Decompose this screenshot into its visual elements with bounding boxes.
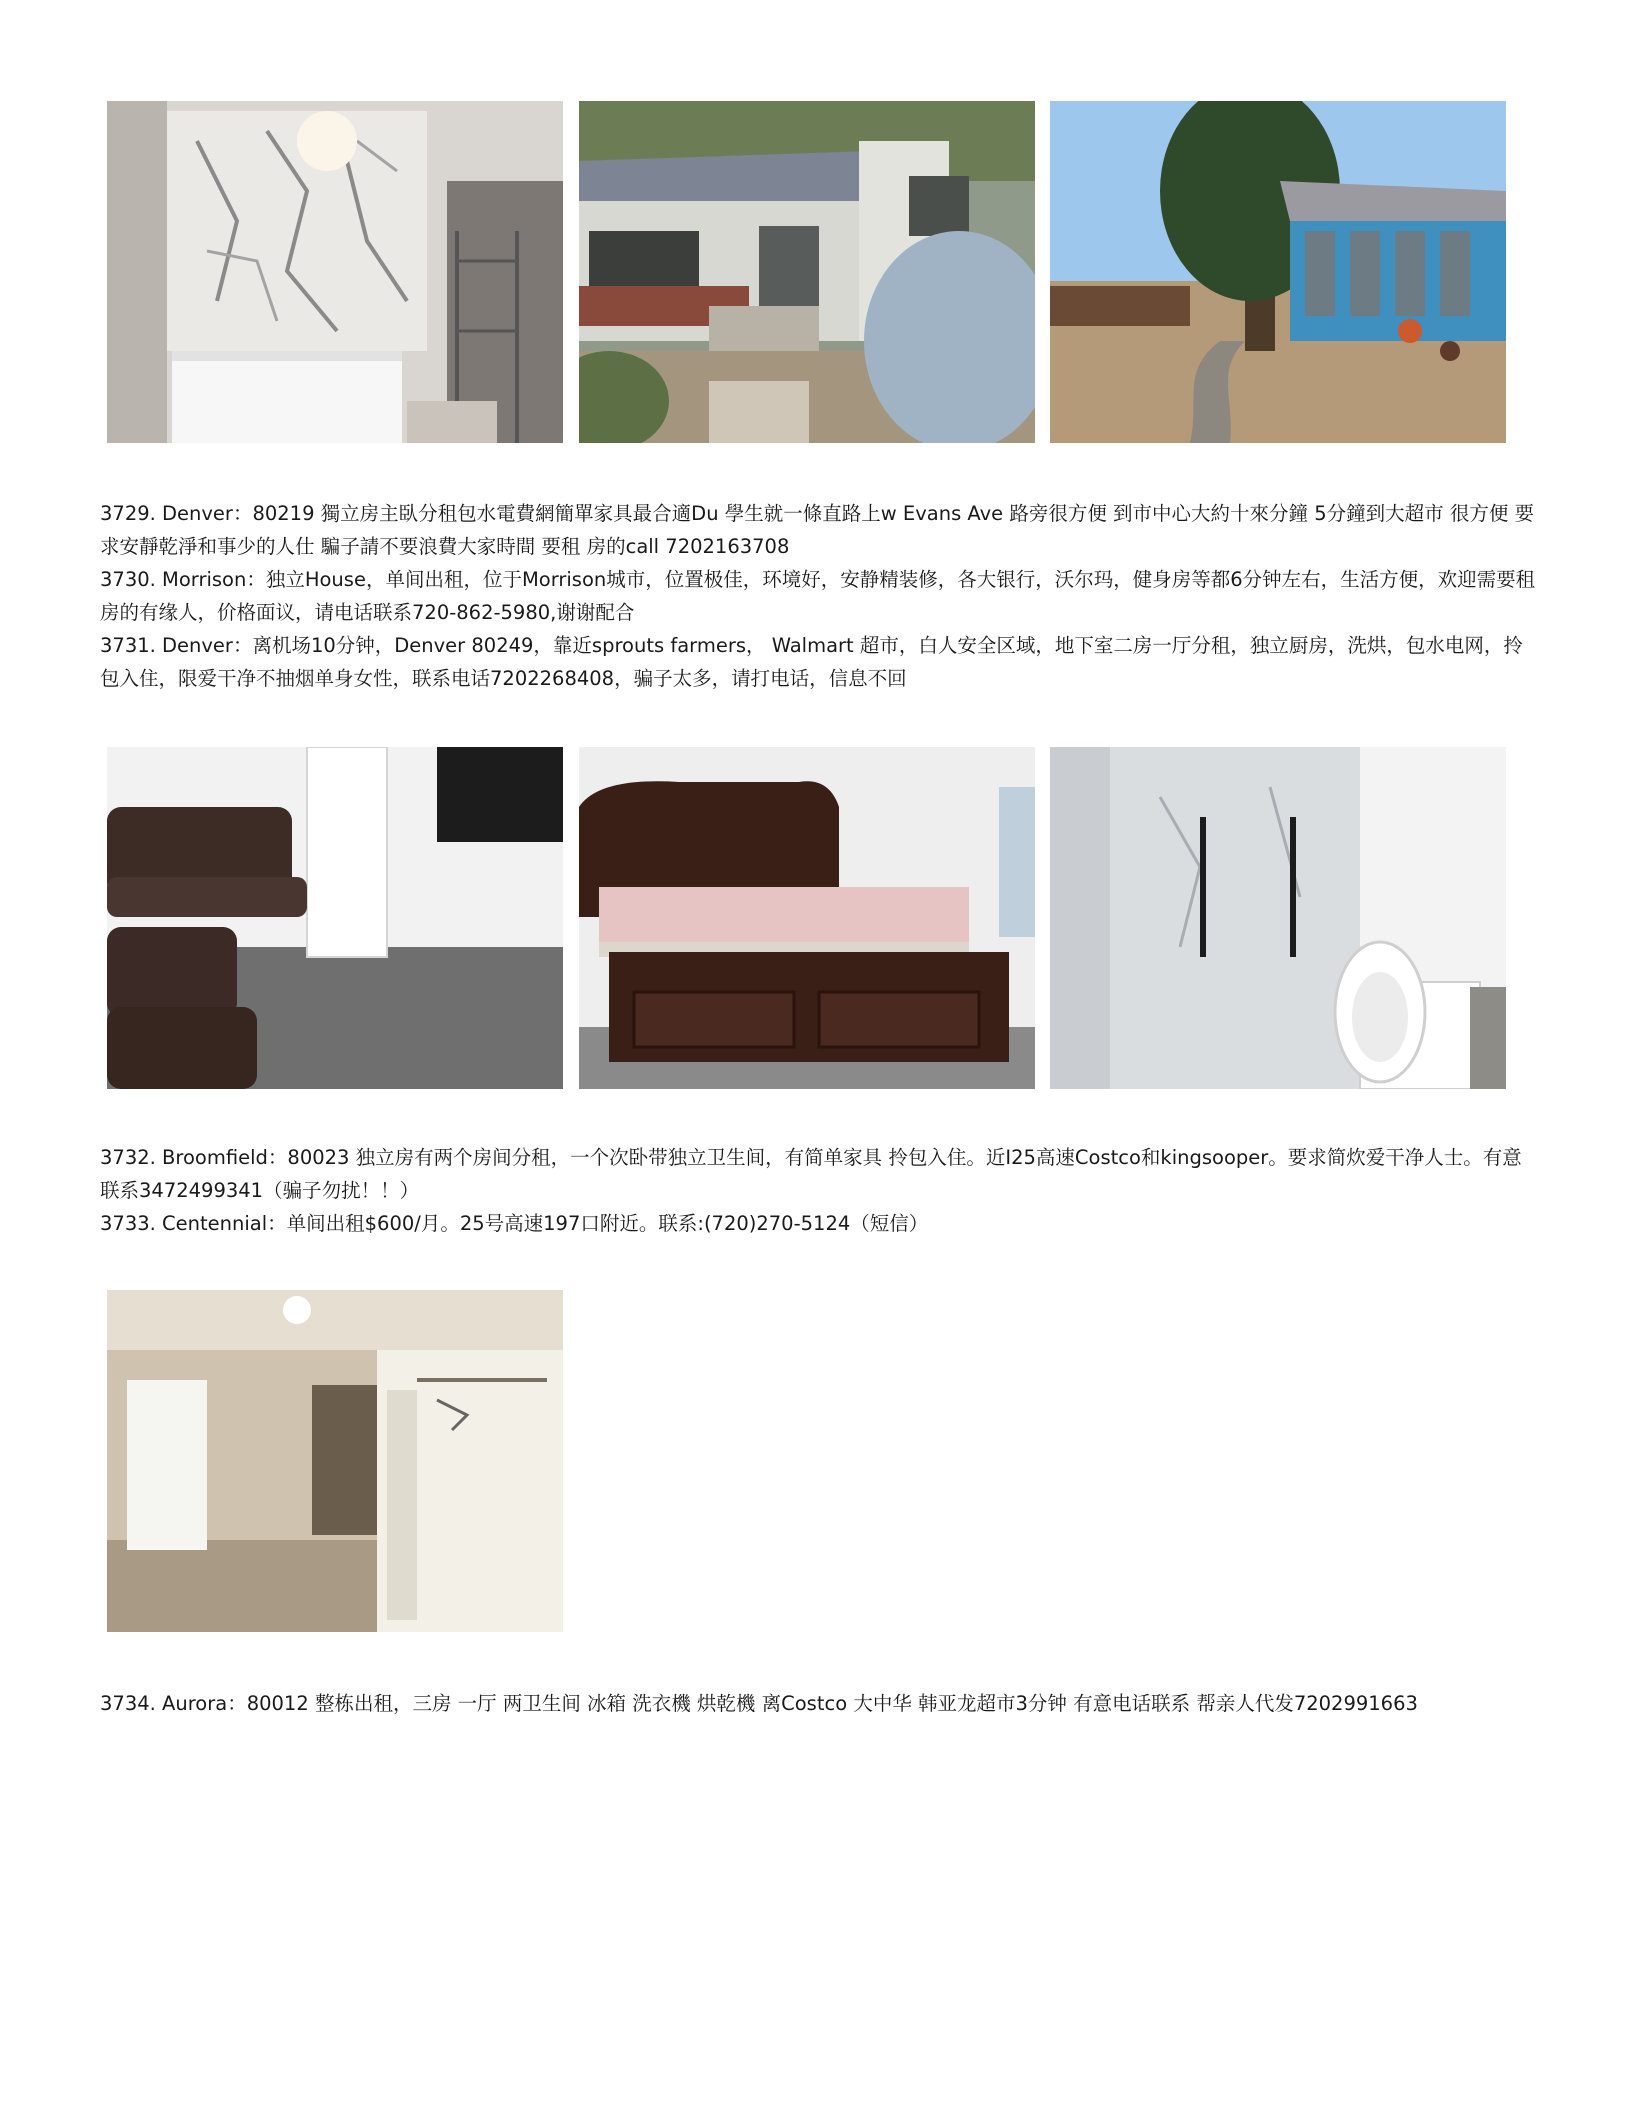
shower-toilet-photo — [1050, 747, 1506, 1089]
listing-3732: 3732. Broomfield：80023 独立房有两个房间分租，一个次卧带独立卫生间，有简单家具 拎包入住。近I25高速Costco和kingsooper。要求简炊爱干净人士。有意联系3472499341（骗子勿扰！！） — [100, 1146, 1522, 1202]
listing-3731: 3731. Denver：离机场10分钟，Denver 80249，靠近sprouts farmers， Walmart 超市，白人安全区域，地下室二房一厅分租，独立厨房，洗烘，包水电网，拎包入住，限爱干净不抽烟单身女性，联系电话7202268408，骗子太多，请打电话，信息不回 — [100, 634, 1523, 690]
bathroom-photo — [107, 101, 563, 443]
listings-text-group-3 — [100, 1687, 1540, 1720]
bedroom-photo — [579, 747, 1035, 1089]
listings-text-group-2 — [100, 1141, 1540, 1240]
listing-3734: 3734. Aurora：80012 整栋出租，三房 一厅 两卫生间 冰箱 洗衣機 烘乾機 离Costco 大中华 韩亚龙超市3分钟 有意电话联系 帮亲人代发7202991663 — [100, 1692, 1418, 1715]
listing-3729: 3729. Denver：80219 獨立房主臥分租包水電費網簡單家具最合適Du 學生就一條直路上w Evans Ave 路旁很方便 到市中心大約十來分鐘 5分鐘到大超市 很方便 要求安靜乾淨和事少的人仕 騙子請不要浪費大家時間 要租 房的call 7202163708 — [100, 502, 1535, 558]
listing-3733: 3733. Centennial：单间出租$600/月。25号高速197口附近。联系:(720)270-5124（短信） — [100, 1212, 929, 1235]
listings-text-group-1 — [100, 497, 1540, 695]
living-room-photo — [107, 747, 563, 1089]
backyard-sunroom-photo — [1050, 101, 1506, 443]
house-exterior-photo — [579, 101, 1035, 443]
listing-3730: 3730. Morrison：独立House，单间出租，位于Morrison城市，位置极佳，环境好，安静精装修，各大银行，沃尔玛，健身房等都6分钟左右，生活方便，欢迎需要租房的有缘人，价格面议，请电话联系720-862-5980,谢谢配合 — [100, 568, 1536, 624]
room-closet-photo — [107, 1290, 563, 1632]
